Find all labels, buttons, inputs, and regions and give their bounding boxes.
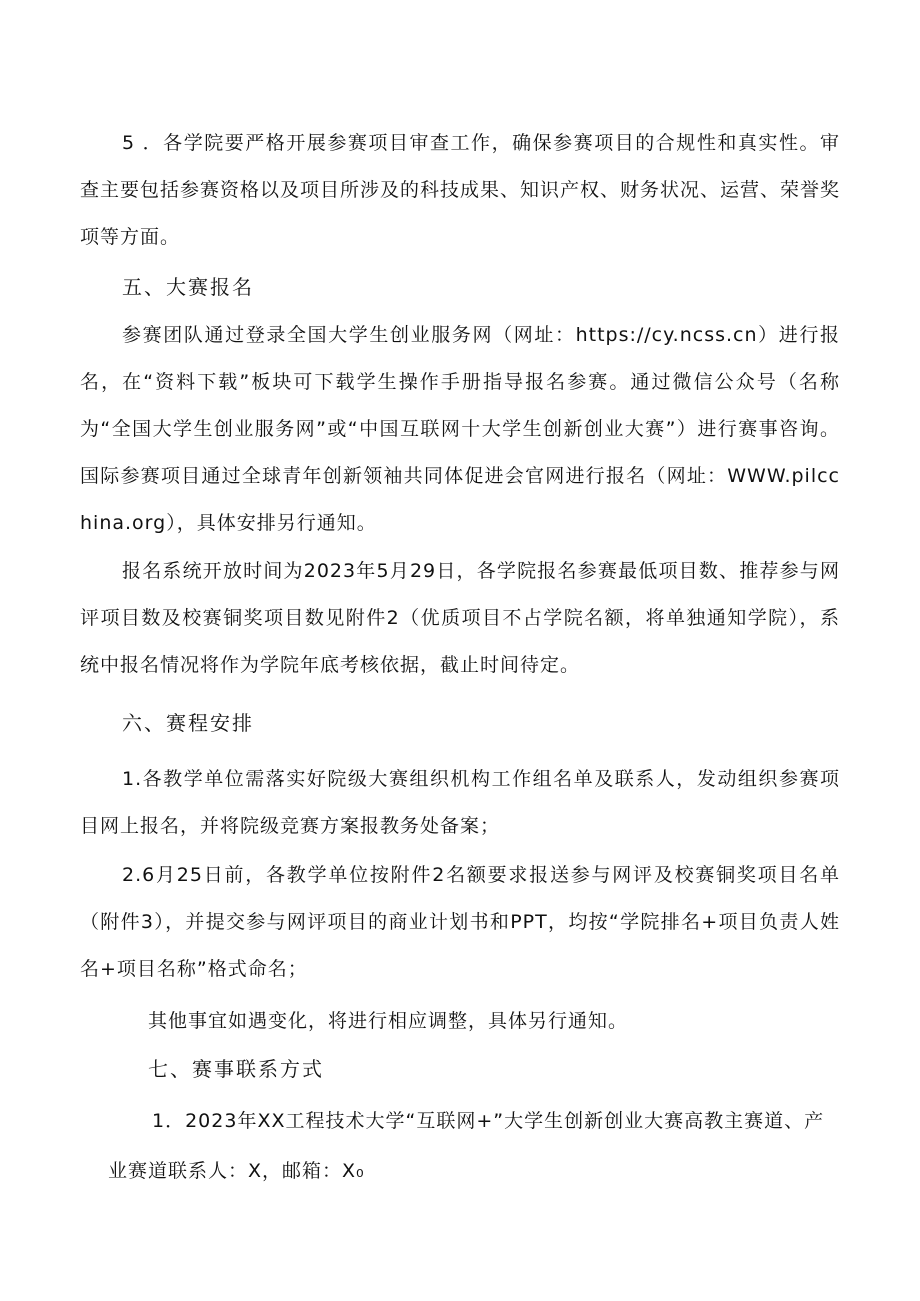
paragraph-contact-line-1: 1．2023年XX工程技术大学“互联网+”大学生创新创业大赛高教主赛道、产 xyxy=(152,1110,825,1132)
paragraph-other-matters: 其他事宜如遇变化，将进行相应调整，具体另行通知。 xyxy=(148,1010,629,1032)
paragraph-registration-time: 报名系统开放时间为2023年5月29日，各学院报名参赛最低项目数、推荐参与网评项目数及校赛铜奖项目数见附件2（优质项目不占学院名额，将单独通知学院），系统中报名情况将作为学院年底考核依据，截止时间待定。 xyxy=(80,560,840,676)
paragraph-contact-line-2: 业赛道联系人：X，邮箱：X₀ xyxy=(108,1160,365,1182)
paragraph-item-5: 5 ．各学院要严格开展参赛项目审查工作，确保参赛项目的合规性和真实性。审查主要包括参赛资格以及项目所涉及的科技成果、知识产权、财务状况、运营、荣誉奖项等方面。 xyxy=(80,132,841,248)
paragraph-registration-method: 参赛团队通过登录全国大学生创业服务网（网址：https://cy.ncss.cn）进行报名，在“资料下载”板块可下载学生操作手册指导报名参赛。通过微信公众号（名称为“全国大学生创业服务网”或“中国互联网十大学生创新创业大赛”）进行赛事咨询。国际参赛项目通过全球青年创新领袖共同体促进会官网进行报名（网址：WWW.pilcchina.org），具体安排另行通知。 xyxy=(80,324,840,534)
section-heading-contact: 七、赛事联系方式 xyxy=(148,1057,324,1081)
section-heading-schedule: 六、赛程安排 xyxy=(122,711,254,735)
section-heading-registration: 五、大赛报名 xyxy=(122,275,254,299)
paragraph-schedule-step-2: 2.6月25日前，各教学单位按附件2名额要求报送参与网评及校赛铜奖项目名单（附件3），并提交参与网评项目的商业计划书和PPT，均按“学院排名+项目负责人姓名+项目名称”格式命名； xyxy=(80,864,840,980)
paragraph-schedule-step-1: 1.各教学单位需落实好院级大赛组织机构工作组名单及联系人，发动组织参赛项目网上报名，并将院级竞赛方案报教务处备案； xyxy=(80,768,840,837)
